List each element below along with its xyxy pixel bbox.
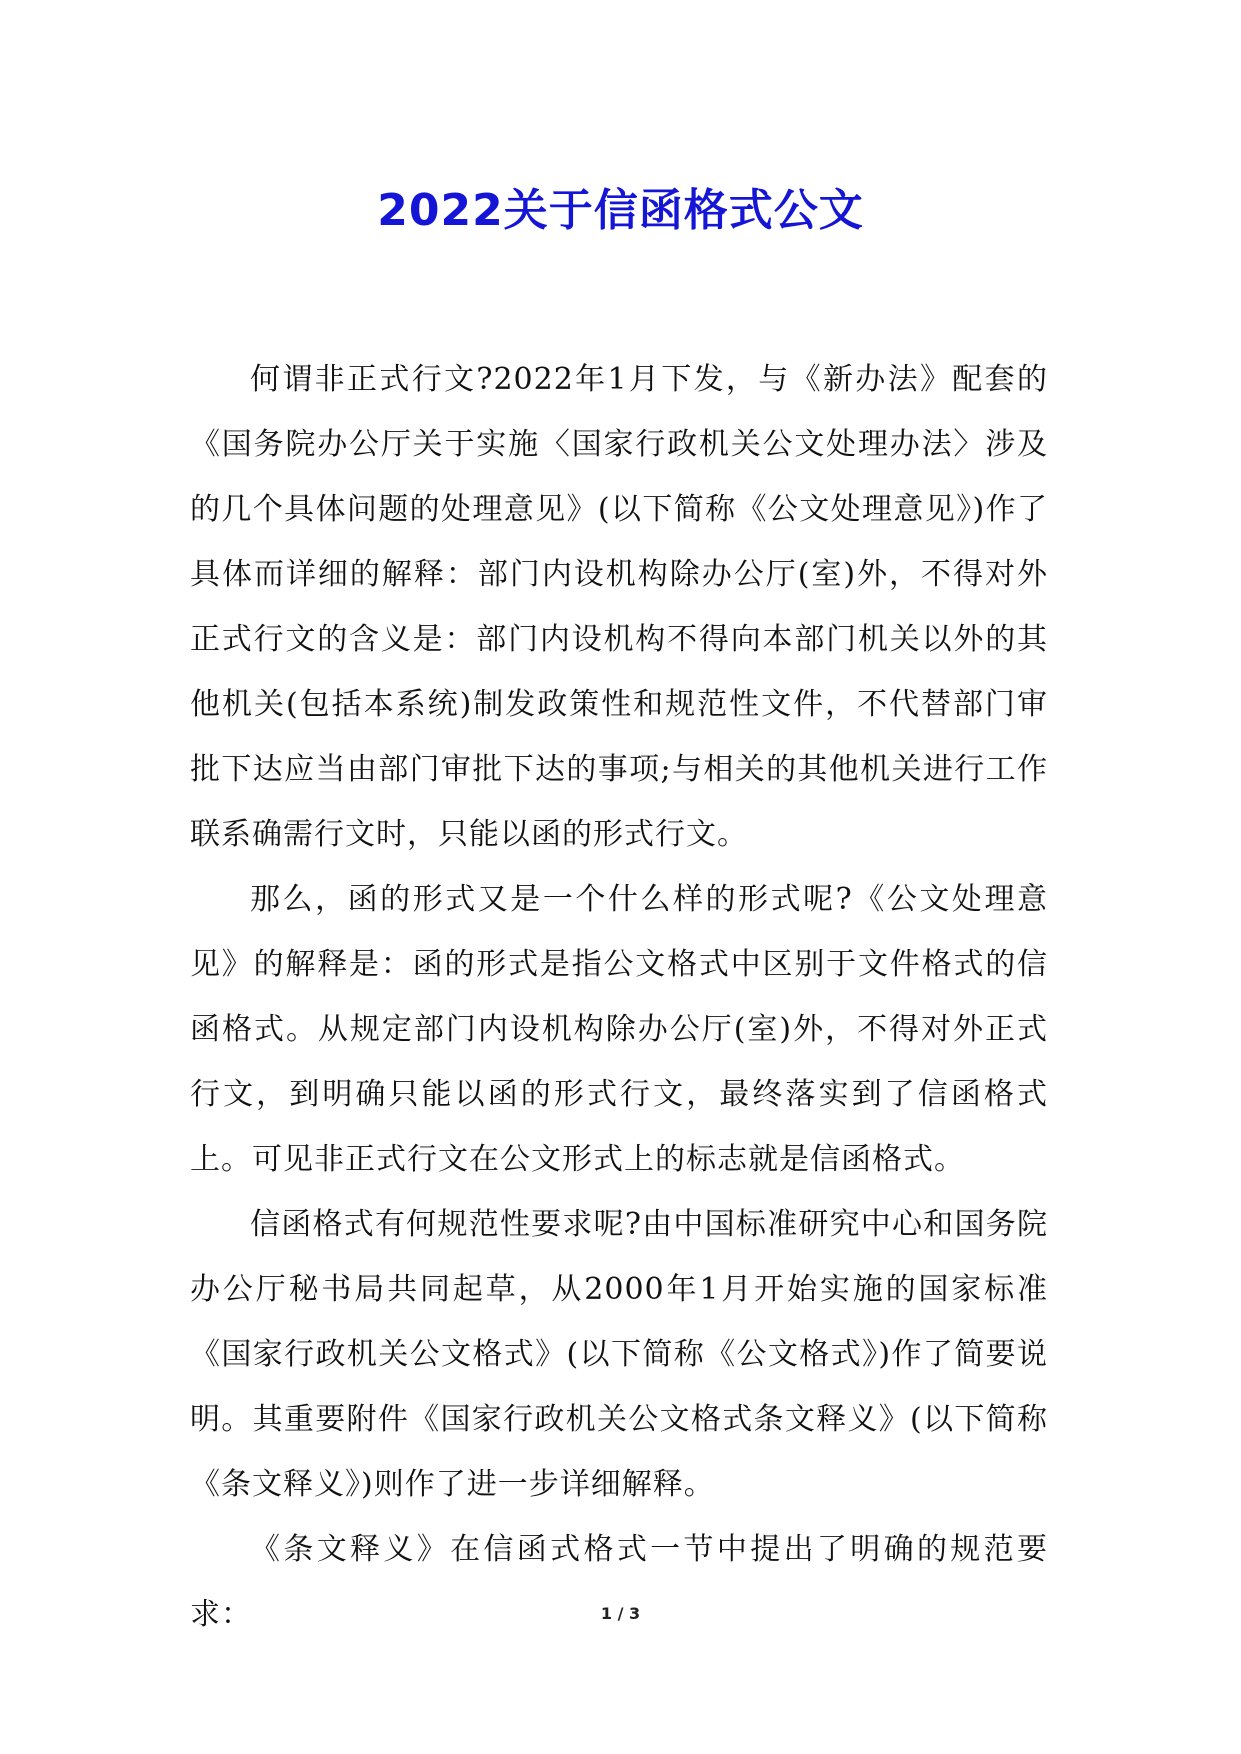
paragraph-1: 何谓非正式行文?2022年1月下发，与《新办法》配套的《国务院办公厅关于实施〈国家行政机关公文处理办法〉涉及的几个具体问题的处理意见》(以下简称《公文处理意见》)作了具体而详细的解释：部门内设机构除办公厅(室)外，不得对外正式行文的含义是：部门内设机构不得向本部门机关以外的其他机关(包括本系统)制发政策性和规范性文件，不代替部门审批下达应当由部门审批下达的事项;与相关的其他机关进行工作联系确需行文时，只能以函的形式行文。 bbox=[190, 362, 1048, 852]
document-title: 2022关于信函格式公文 bbox=[377, 185, 864, 237]
paragraph-4: 《条文释义》在信函式格式一节中提出了明确的规范要求： bbox=[190, 1532, 1048, 1632]
paragraph-3: 信函格式有何规范性要求呢?由中国标准研究中心和国务院办公厅秘书局共同起草，从2000年1月开始实施的国家标准《国家行政机关公文格式》(以下简称《公文格式》)作了简要说明。其重要附件《国家行政机关公文格式条文释义》(以下简称《条文释义》)则作了进一步详细解释。 bbox=[190, 1207, 1048, 1502]
document-body bbox=[190, 347, 1048, 1647]
paragraph-2: 那么，函的形式又是一个什么样的形式呢?《公文处理意见》的解释是：函的形式是指公文格式中区别于文件格式的信函格式。从规定部门内设机构除办公厅(室)外，不得对外正式行文，到明确只能以函的形式行文，最终落实到了信函格式上。可见非正式行文在公文形式上的标志就是信函格式。 bbox=[190, 882, 1048, 1177]
page-number: 1 / 3 bbox=[600, 1604, 641, 1623]
